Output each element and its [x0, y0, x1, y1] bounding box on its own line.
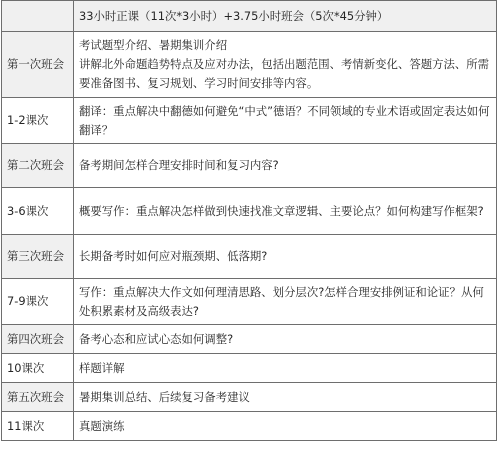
- table-row: [2, 279, 497, 325]
- row-label: 10课次: [2, 354, 74, 383]
- table-row: [2, 325, 497, 354]
- table-row: [2, 98, 497, 144]
- row-label: 1-2课次: [2, 98, 74, 144]
- row-content: 长期备考时如何应对瓶颈期、低落期?: [74, 235, 497, 279]
- table-row: [2, 188, 497, 235]
- row-content: 翻译：重点解决中翻德如何避免“中式”德语？不同领域的专业术语或固定表达如何翻译？: [74, 98, 497, 144]
- table-row: [2, 144, 497, 188]
- row-label: 7-9课次: [2, 279, 74, 325]
- row-content: 备考期间怎样合理安排时间和复习内容?: [74, 144, 497, 188]
- table-row: [2, 412, 497, 441]
- header-row: [2, 1, 497, 32]
- row-content: [74, 32, 497, 98]
- row-label: 11课次: [2, 412, 74, 441]
- row-label: 第一次班会: [2, 32, 74, 98]
- schedule-table: [1, 0, 497, 441]
- table-row: [2, 235, 497, 279]
- row-line: 讲解北外命题趋势特点及应对办法，包括出题范围、考情新变化、答题方法、所需要准备图书、复习规划、学习时间安排等内容。: [79, 57, 490, 90]
- row-content: 真题演练: [74, 412, 497, 441]
- table-row: [2, 354, 497, 383]
- row-content: 暑期集训总结、后续复习备考建议: [74, 383, 497, 412]
- row-label: 3-6课次: [2, 188, 74, 235]
- row-content: 概要写作：重点解决怎样做到快速找准文章逻辑、主要论点？如何构建写作框架?: [74, 188, 497, 235]
- row-label: 第三次班会: [2, 235, 74, 279]
- row-label: 第五次班会: [2, 383, 74, 412]
- row-label: 第四次班会: [2, 325, 74, 354]
- row-content: 写作：重点解决大作文如何理清思路、划分层次?怎样合理安排例证和论证？从何处积累素材及高级表达?: [74, 279, 497, 325]
- table-row: [2, 32, 497, 98]
- header-blank-cell: [2, 1, 74, 32]
- row-content: 样题详解: [74, 354, 497, 383]
- schedule-header: 33小时正课（11次*3小时）+3.75小时班会（5次*45分钟）: [74, 1, 497, 32]
- row-label: 第二次班会: [2, 144, 74, 188]
- row-line: 考试题型介绍、暑期集训介绍: [79, 38, 228, 52]
- row-content: 备考心态和应试心态如何调整?: [74, 325, 497, 354]
- table-row: [2, 383, 497, 412]
